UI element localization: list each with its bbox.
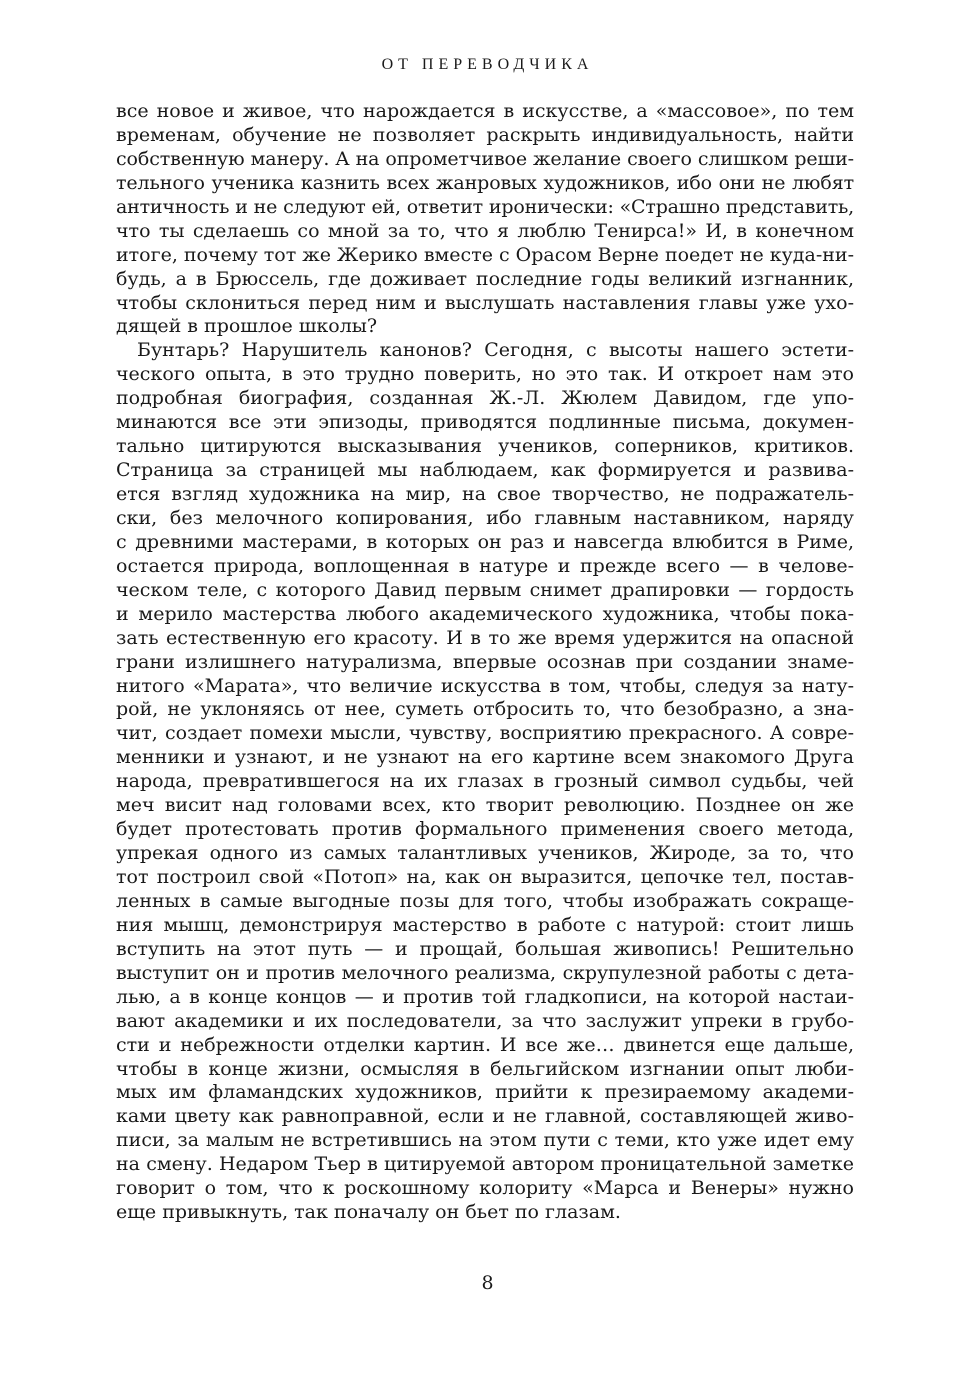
text-line: тельного ученика казнить всех жанровых художников, ибо они не любят [116,171,854,194]
text-line: выступит он и против мелочного реализма, скрупулезной работы с дета- [116,961,854,984]
text-line: все новое и живое, что нарождается в искусстве, а «массовое», по тем [116,100,854,122]
text-line: ски, без мелочного копирования, ибо главным наставником, наряду [116,506,854,529]
text-line: ками цвету как равноправной, если и не главной, составляющей живо- [116,1105,854,1128]
text-line: лью, а в конце концов — и против той гладкописи, на которой настаи- [116,985,854,1008]
running-head: ОТ ПЕРЕВОДЧИКА [381,56,594,73]
text-line: античность и не следуют ей, ответит иронически: «Страшно представить, [116,195,854,218]
text-line: собственную манеру. А на опрометчивое желание своего слишком реши- [116,147,854,170]
text-line: рой, не уклоняясь от нее, суметь отбросить то, что безобразно, а зна- [116,698,854,721]
text-line: вают академики и их последователи, за что заслужит упреки в грубо- [116,1009,854,1032]
text-line: чит, создает помехи мысли, чувству, восприятию прекрасного. А совре- [116,722,854,745]
text-line: тально цитируются высказывания учеников, соперников, критиков. [116,435,854,458]
text-line: грани излишнего натурализма, впервые осознав при создании знаме- [116,650,854,673]
text-line: чтобы склониться перед ним и выслушать наставления главы уже ухо- [116,291,854,314]
text-line: ческом теле, с которого Давид первым снимет драпировки — гордость [116,578,854,601]
text-line: вступить на этот путь — и прощай, большая живопись! Решительно [116,937,854,960]
text-line: меч висит над головами всех, кто творит революцию. Позднее он же [116,794,854,817]
text-line: мых им фламандских художников, прийти к презираемому академи- [116,1081,854,1104]
text-line: нитого «Марата», что величие искусства в том, чтобы, следуя за нату- [116,674,854,697]
text-line: ческого опыта, в это трудно поверить, но это так. И откроет нам это [116,363,854,386]
text-line: с древними мастерами, в которых он раз и навсегда влюбится в Риме, [116,530,854,553]
text-line: говорит о том, что к роскошному колориту «Марса и Венеры» нужно [116,1177,854,1200]
text-line: тот построил свой «Потоп» на, как он выразится, цепочке тел, постав- [116,866,854,888]
text-line: чтобы в конце жизни, осмысляя в бельгийском изгнании опыт люби- [116,1057,854,1080]
page-number: 8 [481,1272,494,1294]
text-line: временам, обучение не позволяет раскрыть индивидуальность, найти [116,123,854,146]
text-line: дящей в прошлое школы? [116,315,378,338]
text-line: минаются все эти эпизоды, приводятся подлинные письма, докумен- [116,411,854,434]
text-line: итоге, почему тот же Жерико вместе с Орасом Верне поедет не куда-ни- [116,243,854,266]
text-line: на смену. Недаром Тьер в цитируемой автором проницательной заметке [116,1153,854,1176]
text-line: менники и узнают, и не узнают на его картине всем знакомого Друга [116,746,854,769]
text-line: подробная биография, созданная Ж.-Л. Жюлем Давидом, где упо- [116,387,854,410]
text-line: зать естественную его красоту. И в то же время удержится на опасной [116,626,854,649]
text-line: сти и небрежности отделки картин. И все же… двинется еще дальше, [116,1033,854,1056]
paragraph-first-line: Бунтарь? Нарушитель канонов? Сегодня, с высоты нашего эстети- [137,339,854,362]
body-text [116,100,854,1225]
text-line: еще привыкнуть, так поначалу он бьет по глазам. [116,1201,621,1224]
text-line: что ты сделаешь со мной за то, что я люблю Тенирса!» И, в конечном [116,219,854,242]
text-line: будь, а в Брюссель, где доживает последние годы великий изгнанник, [116,267,854,290]
text-line: остается природа, воплощенная в натуре и прежде всего — в челове- [116,554,854,577]
text-line: будет протестовать против формального применения своего метода, [116,818,854,841]
text-line: ния мышц, демонстрируя мастерство в работе с натурой: стоит лишь [116,913,854,936]
text-line: писи, за малым не встретившись на этом пути с теми, кто уже идет ему [116,1129,854,1152]
text-line: и мерило мастерства любого академического художника, чтобы пока- [116,602,854,625]
text-line: Страница за страницей мы наблюдаем, как формируется и развива- [116,459,854,482]
text-line: упрекая одного из самых талантливых учеников, Жироде, за то, что [116,842,854,865]
text-line: ленных в самые выгодные позы для того, чтобы изображать сокраще- [116,889,854,912]
text-line: народа, превратившегося на их глазах в грозный символ судьбы, чей [116,770,854,793]
text-line: ется взгляд художника на мир, на свое творчество, не подражатель- [116,483,854,505]
